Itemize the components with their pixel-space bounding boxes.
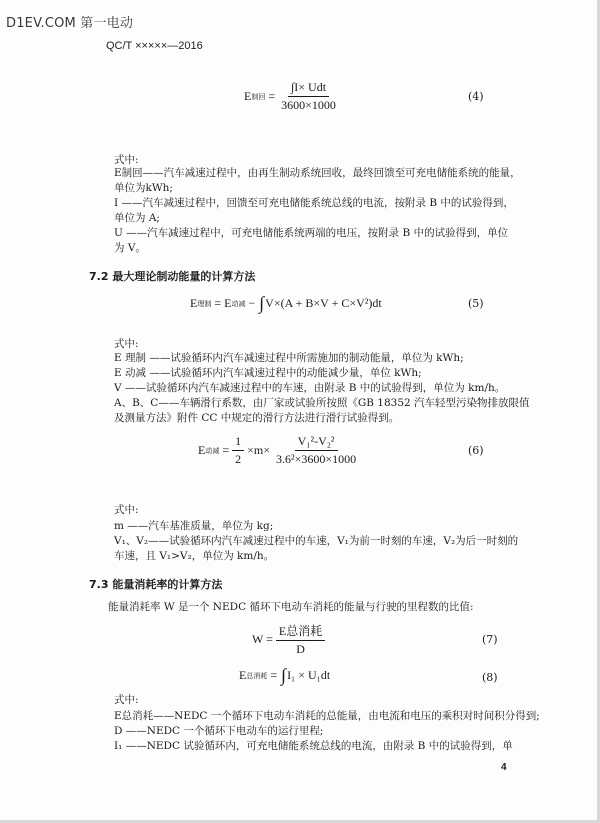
- eq8-lhs: E: [239, 668, 247, 682]
- block1-intro: 式中:: [114, 154, 139, 166]
- eq4-numerator: ∫I× Udt: [288, 80, 329, 97]
- eq7-number: (7): [482, 633, 498, 646]
- eq7-lhs: W =: [252, 632, 273, 646]
- eq6-number: (6): [468, 444, 484, 457]
- eq4-fraction: [278, 80, 339, 113]
- block3-line1: m ——汽车基准质量，单位为 kg;: [114, 520, 274, 532]
- standard-code: QC/T ×××××—2016: [106, 40, 203, 52]
- watermark: D1EV.COM 第一电动: [6, 16, 134, 31]
- block2-intro: 式中:: [114, 338, 139, 350]
- integral-icon: ∫: [259, 293, 265, 313]
- block4-line1: E总消耗——NEDC 一个循环下电动车消耗的总能量，由电流和电压的乘积对时间积分得到;: [114, 710, 540, 722]
- eq8-rest: I₁ × U₁dt: [287, 668, 331, 682]
- eq8-lhs-sub: 总消耗: [246, 671, 268, 680]
- equation-5: E 理制 = E 动减 − ∫ V×(A + B×V + C×V²)dt: [190, 293, 382, 313]
- eq4-lhs-sub: 制回: [251, 92, 266, 101]
- eq6-denominator: 3.6²×3600×1000: [276, 452, 357, 466]
- eq4-number: (4): [468, 90, 484, 103]
- eq4-lhs: E: [244, 89, 252, 103]
- eq7-numerator: E总消耗: [276, 622, 325, 641]
- equation-7: [252, 622, 325, 657]
- eq8-number: (8): [482, 671, 498, 684]
- integral-icon: ∫: [281, 665, 287, 685]
- block2-line4b: 及测量方法》附件 CC 中规定的滑行方法进行滑行试验得到。: [114, 412, 400, 424]
- equation-6: E 动减 = $\frac{1}{2}$ ×m× $\frac{\text{V₁²-V₂²}}{\text{3.6²×3600×1000}}$: [198, 434, 359, 467]
- eq7-fraction: [276, 622, 325, 657]
- eq5-mid: = E: [214, 296, 232, 310]
- eq5-number: (5): [468, 297, 484, 310]
- block1-line2: I ——汽车减速过程中，回馈至可充电储能系统总线的电流，按附录 B 中的试验得到，: [114, 197, 514, 209]
- block4-line3: I₁ ——NEDC 试验循环内，可充电储能系统总线的电流，由附录 B 中的试验得到，单: [114, 740, 513, 752]
- block2-line3: V ——试验循环内汽车减速过程中的车速，由附录 B 中的试验得到，单位为 km/h。: [114, 382, 506, 394]
- block2-line2: E 动减 ——试验循环内汽车减速过程中的动能减少量，单位 kWh;: [114, 367, 422, 379]
- block1-line2b: 单位为 A;: [114, 212, 160, 224]
- block3-line2b: 车速，且 V₁>V₂，单位为 km/h。: [114, 550, 275, 562]
- block1-line3b: 为 V。: [114, 242, 146, 254]
- eq6-lhs-sub: 动减: [205, 446, 220, 455]
- eq5-rest: V×(A + B×V + C×V²)dt: [265, 296, 382, 310]
- eq5-lhs: E: [190, 296, 198, 310]
- equation-8: E 总消耗 = ∫ I₁ × U₁dt: [239, 665, 331, 685]
- block1-line3: U ——汽车减速过程中，可充电储能系统两端的电压，按附录 B 中的试验得到，单位: [114, 227, 509, 239]
- block4-intro: 式中:: [114, 694, 139, 706]
- eq6-numerator: V₁²-V₂²: [295, 434, 338, 451]
- block2-line4: A、B、C——车辆滑行系数，由厂家或试验所按照《GB 18352 汽车轻型污染物排放限值: [114, 397, 530, 409]
- page-number: 4: [501, 762, 507, 773]
- section-7-3-paragraph: 能量消耗率 W 是一个 NEDC 循环下电动车消耗的能量与行驶的里程数的比值:: [108, 601, 474, 613]
- eq4-denominator: 3600×1000: [281, 98, 336, 112]
- section-7-3-heading: 7.3 能量消耗率的计算方法: [89, 578, 223, 591]
- section-7-2-heading: 7.2 最大理论制动能量的计算方法: [89, 270, 256, 283]
- block3-line2: V₁、V₂——试验循环内汽车减速过程中的车速，V₁为前一时刻的车速，V₂为后一时刻的: [114, 535, 519, 547]
- block2-line1: E 理制 ——试验循环内汽车减速过程中所需施加的制动能量，单位为 kWh;: [114, 352, 464, 364]
- eq6-lhs: E: [198, 443, 206, 457]
- block4-line2: D ——NEDC 一个循环下电动车的运行里程;: [114, 725, 324, 737]
- block3-intro: 式中:: [114, 504, 139, 516]
- equation-4: E 制回 = $\frac{\text{∫I× Udt}}{3600\times 1000}$: [244, 80, 339, 113]
- eq6-fraction: [273, 434, 359, 467]
- eq7-denominator: D: [296, 642, 305, 656]
- block1-line1: E制回——汽车减速过程中，由再生制动系统回收，最终回馈至可充电储能系统的能量，: [114, 167, 521, 179]
- block1-line1b: 单位为kWh;: [114, 182, 173, 194]
- eq5-lhs-sub: 理制: [197, 299, 212, 308]
- eq5-mid-sub: 动减: [231, 299, 246, 308]
